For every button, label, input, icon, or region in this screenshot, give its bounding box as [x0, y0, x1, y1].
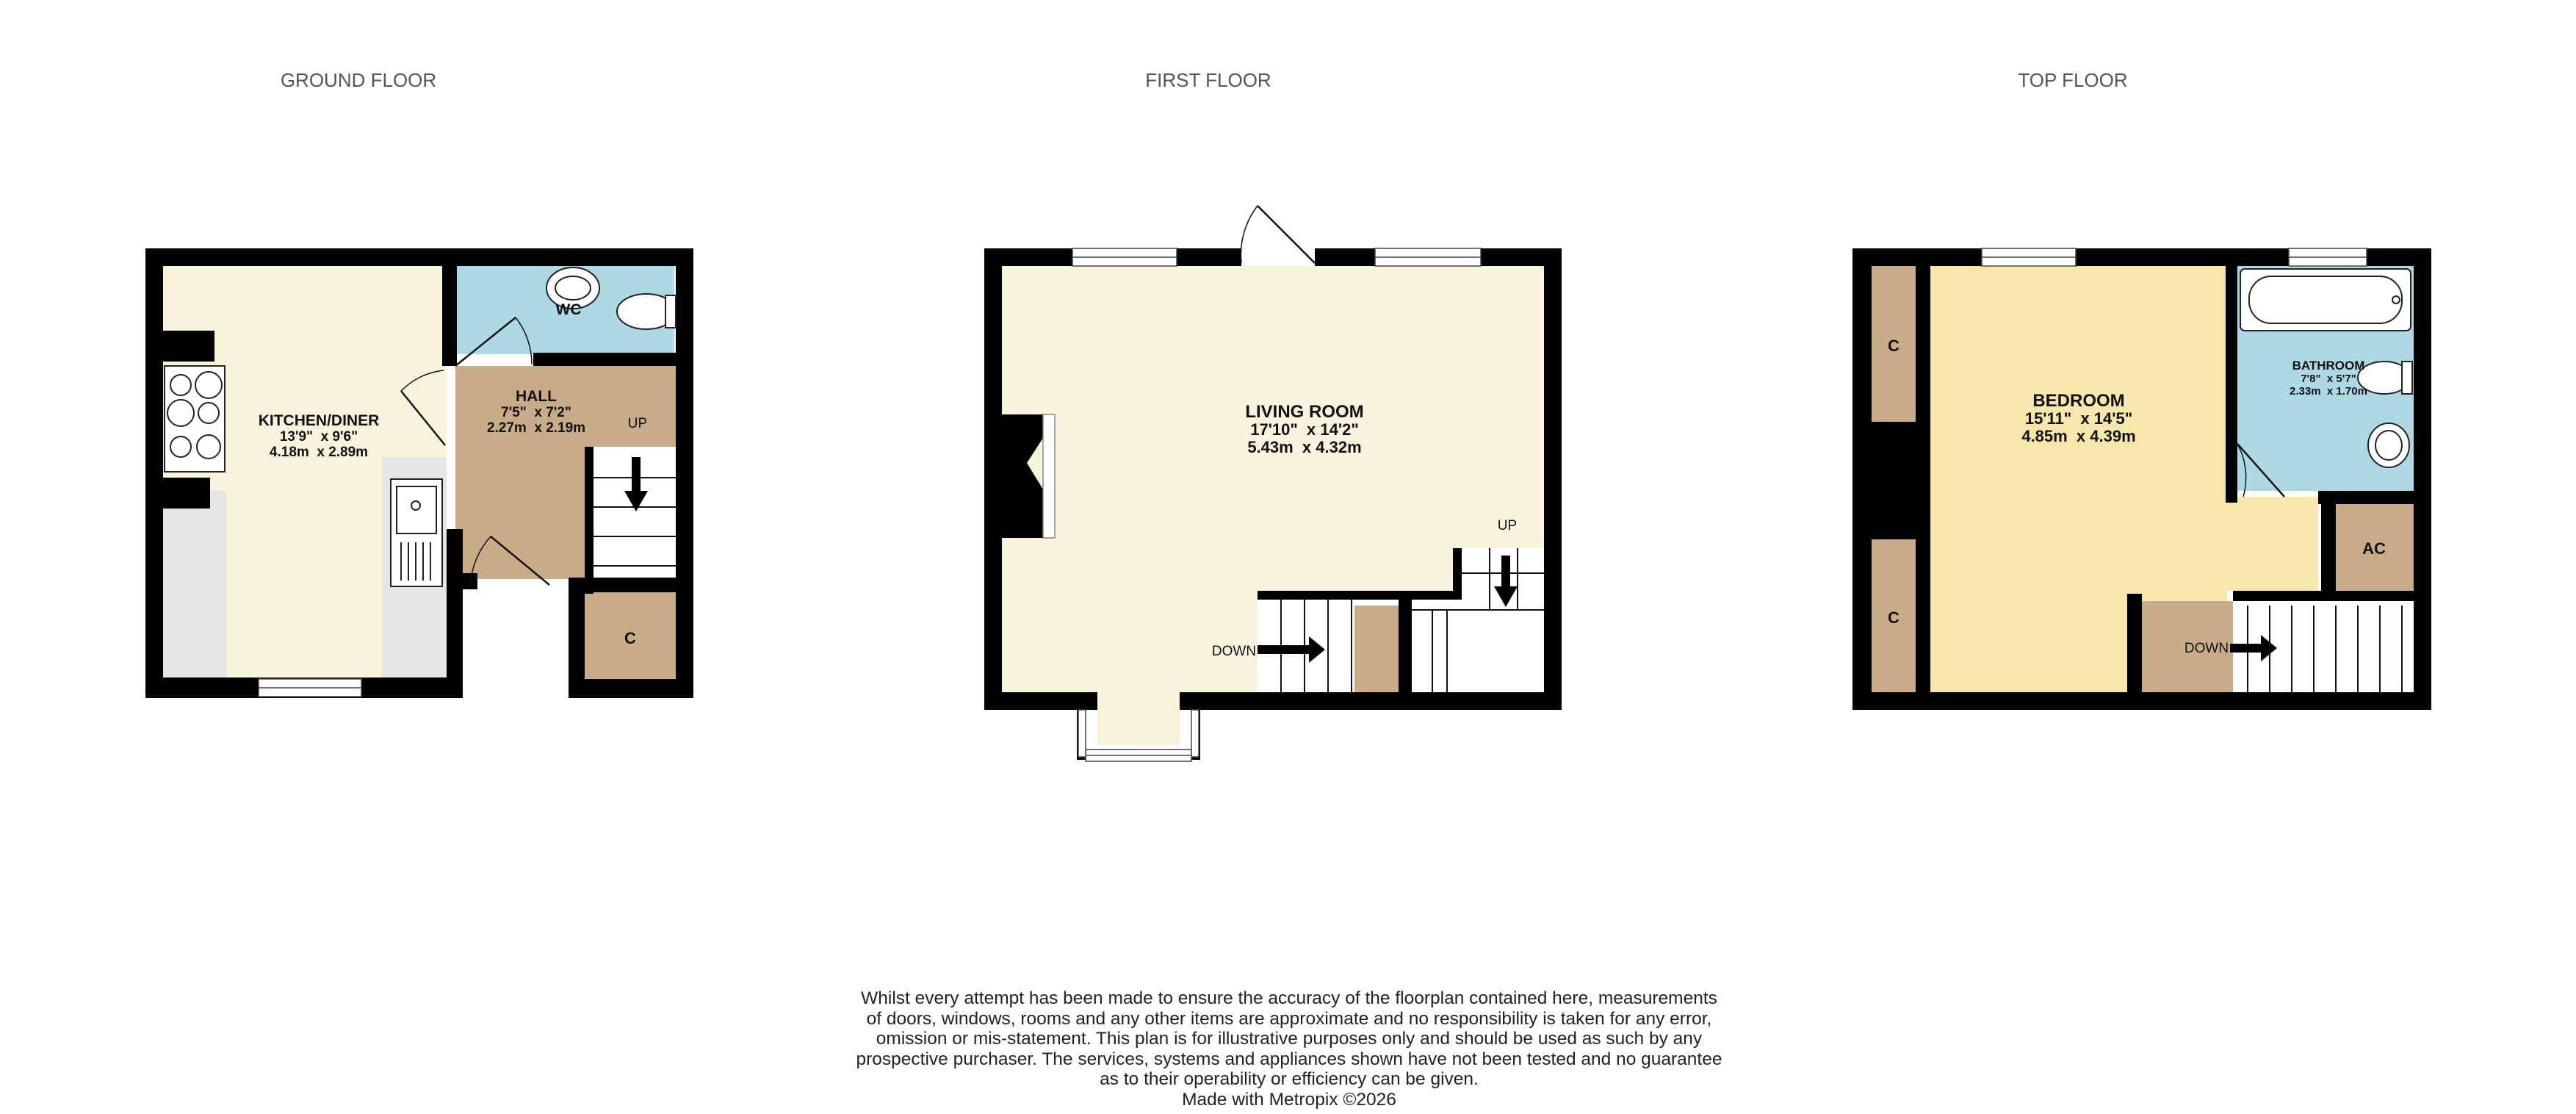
top-wall-left: [1852, 248, 1872, 710]
disclaimer-line: prospective purchaser. The services, systems and appliances shown have not been tested and no guarantee: [856, 1049, 1722, 1069]
hall-label: HALL: [516, 388, 557, 405]
living-room-metric: 5.43m x 4.32m: [1247, 438, 1362, 456]
disclaimer-line: Whilst every attempt has been made to ensure the accuracy of the floorplan contained here, measurements: [861, 988, 1717, 1008]
ground-floor: [145, 69, 693, 698]
copyright: Made with Metropix ©2026: [1182, 1089, 1396, 1110]
wc-partition: [533, 353, 693, 366]
top-closet-2-label: C: [1888, 608, 1899, 627]
ground-closet-label: C: [624, 629, 636, 647]
top-stair-down-label: DOWN: [2184, 641, 2229, 656]
floor-title-top: TOP FLOOR: [2018, 69, 2128, 91]
first-wall-bottom-right: [1180, 692, 1562, 710]
cooker: [165, 366, 225, 472]
first-hearth: [1043, 414, 1055, 538]
hall-walkway: [463, 579, 551, 678]
disclaimer-line: as to their operability or efficiency can be given.: [1100, 1069, 1479, 1089]
kitchen-partition-lower: [447, 529, 463, 698]
ground-stair-up-label: UP: [627, 416, 648, 431]
wc-toilet: [617, 294, 676, 329]
ground-wall-closet-left: [569, 578, 585, 698]
bathroom-wall-bottom: [2318, 491, 2414, 504]
top-wall-bottom: [1852, 692, 2431, 710]
hall-imperial: 7'5" x 7'2": [501, 405, 571, 420]
bedroom-imperial: 15'11" x 14'5": [2024, 409, 2133, 428]
top-down-arrow: [2230, 644, 2262, 653]
first-wall-left: [984, 248, 1002, 710]
top-closet-1-label: C: [1888, 337, 1899, 355]
top-closet-2-right: [1916, 539, 1930, 692]
stair-wall: [585, 447, 594, 594]
top-wall-right: [2414, 248, 2431, 710]
first-landing: [1354, 605, 1399, 692]
top-landing-wall: [2127, 594, 2142, 692]
first-floor: [984, 69, 1562, 761]
bathroom-wall-left: [2226, 266, 2237, 503]
first-stair-up-label: UP: [1497, 518, 1518, 533]
bathroom-imperial: 7'8" x 5'7": [2301, 373, 2356, 385]
first-wall-right: [1544, 248, 1562, 710]
chimney-block-1: [163, 331, 214, 362]
bedroom-label: BEDROOM: [2032, 391, 2125, 411]
bathroom-basin: [2368, 423, 2409, 467]
stair-arrow-down: [632, 457, 641, 492]
living-room-label: LIVING ROOM: [1245, 402, 1364, 422]
kitchen-diner-metric: 4.18m x 2.89m: [269, 445, 369, 460]
hall-wall-stub: [455, 573, 477, 589]
top-floor: [1852, 69, 2431, 710]
floor-title-first: FIRST FLOOR: [1145, 69, 1271, 91]
floor-title-ground: GROUND FLOOR: [280, 69, 437, 91]
airing-cupboard-label: AC: [2362, 539, 2386, 558]
bathroom-metric: 2.33m x 1.70m: [2290, 385, 2367, 398]
airing-cupboard-left: [2321, 504, 2336, 592]
kitchen-diner-label: KITCHEN/DINER: [258, 412, 380, 429]
ground-wall-bottom-closet: [569, 679, 693, 698]
chimney-block-2: [163, 478, 210, 509]
disclaimer-line: omission or mis-statement. This plan is for illustrative purposes only and should be used as such by any: [876, 1029, 1703, 1049]
first-stair-divider: [1399, 600, 1412, 692]
first-stair-rail-top: [1258, 591, 1462, 600]
ground-wall-left: [145, 248, 163, 698]
kitchen-diner-imperial: 13'9" x 9'6": [279, 429, 358, 445]
bedroom-metric: 4.85m x 4.39m: [2021, 427, 2136, 445]
disclaimer-line: of doors, windows, rooms and any other items are approximate and no responsibility is taken for any error,: [866, 1008, 1712, 1029]
top-chimney: [1872, 422, 1930, 539]
first-stair-rail-up: [1453, 548, 1462, 600]
kitchen-sink: [391, 479, 442, 586]
ground-wall-top: [145, 248, 693, 266]
first-door: [1241, 206, 1315, 263]
first-up-arrow: [1501, 556, 1510, 588]
first-stair-down-label: DOWN: [1211, 644, 1257, 659]
first-down-arrow: [1258, 645, 1310, 654]
wc-label: WC: [555, 301, 582, 318]
disclaimer: [808, 988, 1770, 1110]
bay-window-floor: [1097, 692, 1180, 745]
bedroom-extension: [2227, 497, 2318, 591]
living-room-imperial: 17'10" x 14'2": [1250, 420, 1359, 439]
kitchen-partition-upper: [442, 248, 457, 366]
hall-metric: 2.27m x 2.19m: [486, 420, 586, 436]
kitchen-worktop-left: [163, 491, 226, 678]
bath: [2240, 269, 2411, 331]
ground-wall-right: [676, 248, 693, 698]
bathroom-label: BATHROOM: [2292, 359, 2365, 373]
airing-cupboard-bottom: [2233, 591, 2414, 601]
top-closet-1-right: [1916, 266, 1930, 422]
